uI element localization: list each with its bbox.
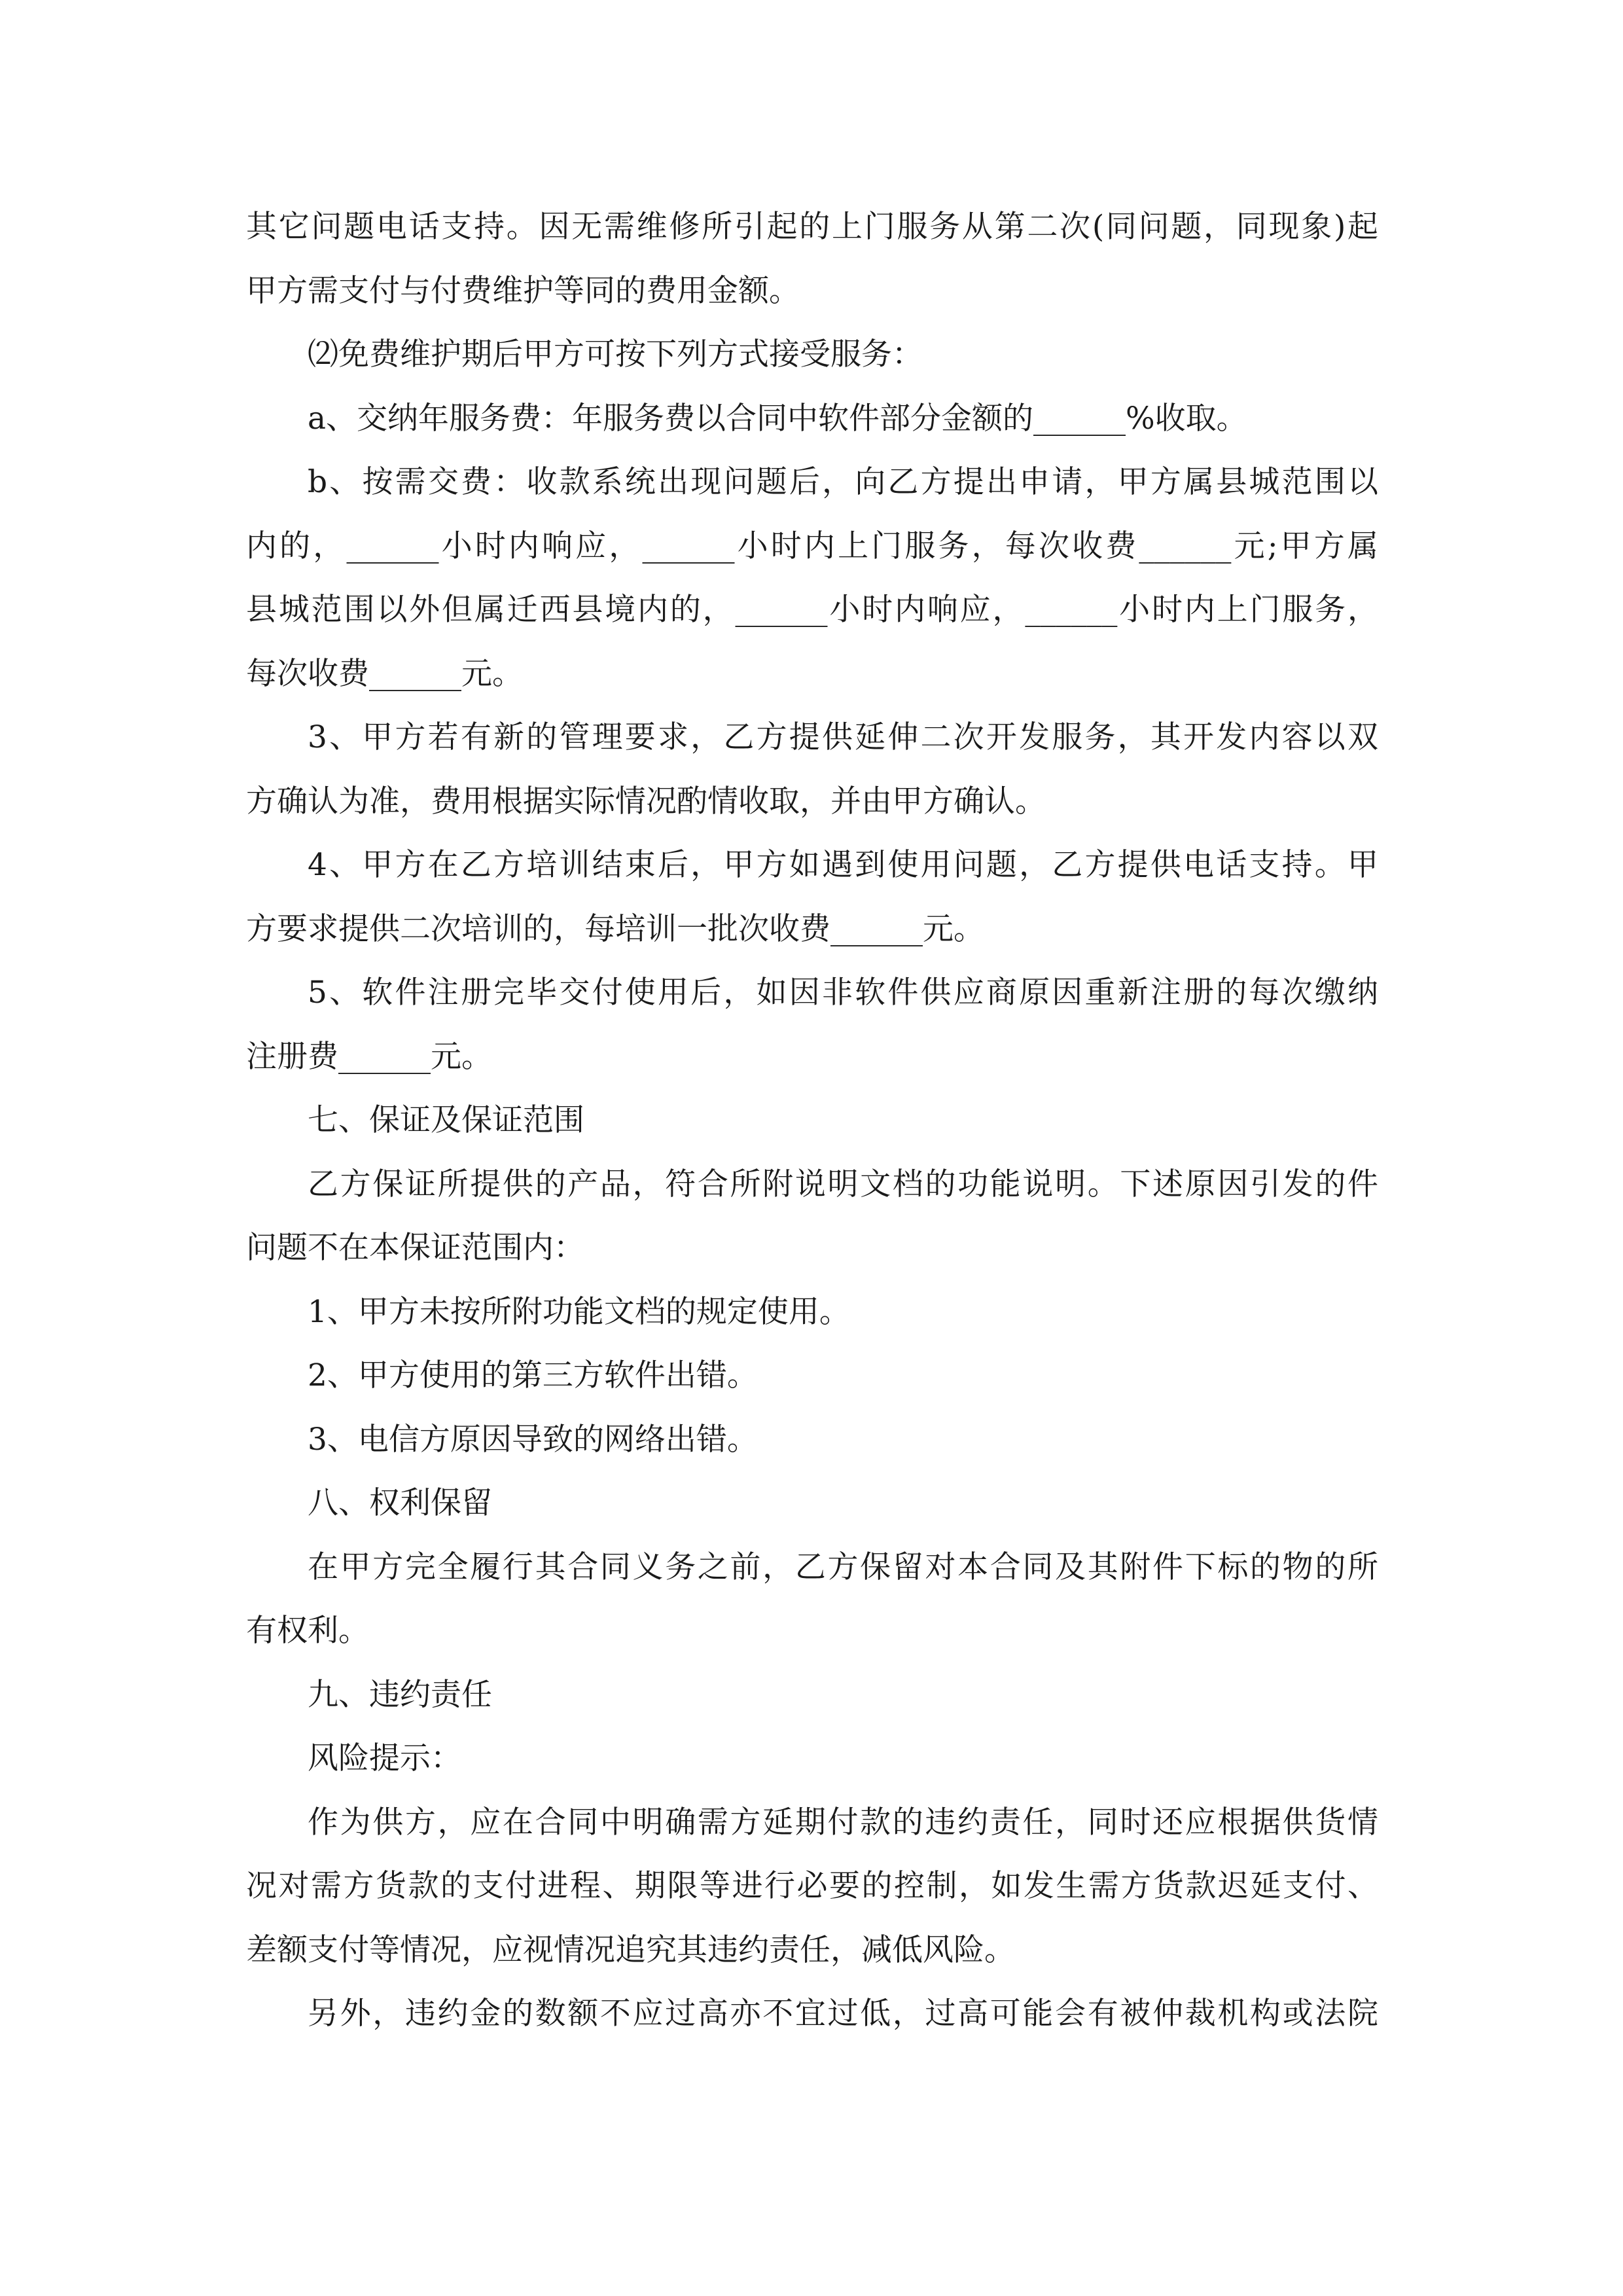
text-line: 内的，______小时内响应，______小时内上门服务，每次收费______元;甲方属 — [246, 528, 1378, 564]
text-line: 差额支付等情况，应视情况追究其违约责任，减低风险。 — [246, 1931, 1015, 1968]
text-line: 风险提示： — [308, 1740, 461, 1776]
text-line: 九、违约责任 — [308, 1676, 492, 1713]
text-line: 甲方需支付与付费维护等同的费用金额。 — [246, 272, 800, 309]
text-line: 每次收费______元。 — [246, 655, 523, 692]
text-line: 3、甲方若有新的管理要求，乙方提供延伸二次开发服务，其开发内容以双 — [308, 719, 1378, 755]
text-line: b、按需交费：收款系统出现问题后，向乙方提出申请，甲方属县城范围以 — [308, 464, 1378, 500]
text-line: 作为供方，应在合同中明确需方延期付款的违约责任，同时还应根据供货情 — [308, 1804, 1378, 1840]
text-line: a、交纳年服务费：年服务费以合同中软件部分金额的______%收取。 — [308, 400, 1247, 437]
text-line: 方要求提供二次培训的，每培训一批次收费______元。 — [246, 910, 984, 947]
text-line: 有权利。 — [246, 1613, 369, 1649]
text-line: 七、保证及保证范围 — [308, 1102, 584, 1138]
text-line: 乙方保证所提供的产品，符合所附说明文档的功能说明。下述原因引发的件 — [308, 1166, 1378, 1202]
text-line: ⑵免费维护期后甲方可按下列方式接受服务： — [308, 336, 923, 372]
text-line: 5、软件注册完毕交付使用后，如因非软件供应商原因重新注册的每次缴纳 — [308, 975, 1378, 1011]
text-line: 县城范围以外但属迁西县境内的，______小时内响应，______小时内上门服务， — [246, 592, 1378, 628]
text-line: 况对需方货款的支付进程、期限等进行必要的控制，如发生需方货款迟延支付、 — [246, 1868, 1378, 1904]
document-body — [246, 195, 1378, 2046]
text-line: 问题不在本保证范围内： — [246, 1230, 584, 1266]
text-line: 注册费______元。 — [246, 1038, 492, 1075]
text-line: 3、电信方原因导致的网络出错。 — [308, 1421, 758, 1458]
text-line: 1、甲方未按所附功能文档的规定使用。 — [308, 1293, 850, 1330]
text-line: 另外，违约金的数额不应过高亦不宜过低，过高可能会有被仲裁机构或法院 — [308, 1996, 1378, 2032]
text-line: 其它问题电话支持。因无需维修所引起的上门服务从第二次(同问题，同现象)起 — [246, 209, 1378, 245]
text-line: 方确认为准，费用根据实际情况酌情收取，并由甲方确认。 — [246, 783, 1046, 819]
text-line: 八、权利保留 — [308, 1485, 492, 1521]
text-line: 4、甲方在乙方培训结束后，甲方如遇到使用问题，乙方提供电话支持。甲 — [308, 847, 1378, 883]
text-line: 在甲方完全履行其合同义务之前，乙方保留对本合同及其附件下标的物的所 — [308, 1549, 1378, 1585]
text-line: 2、甲方使用的第三方软件出错。 — [308, 1357, 758, 1393]
